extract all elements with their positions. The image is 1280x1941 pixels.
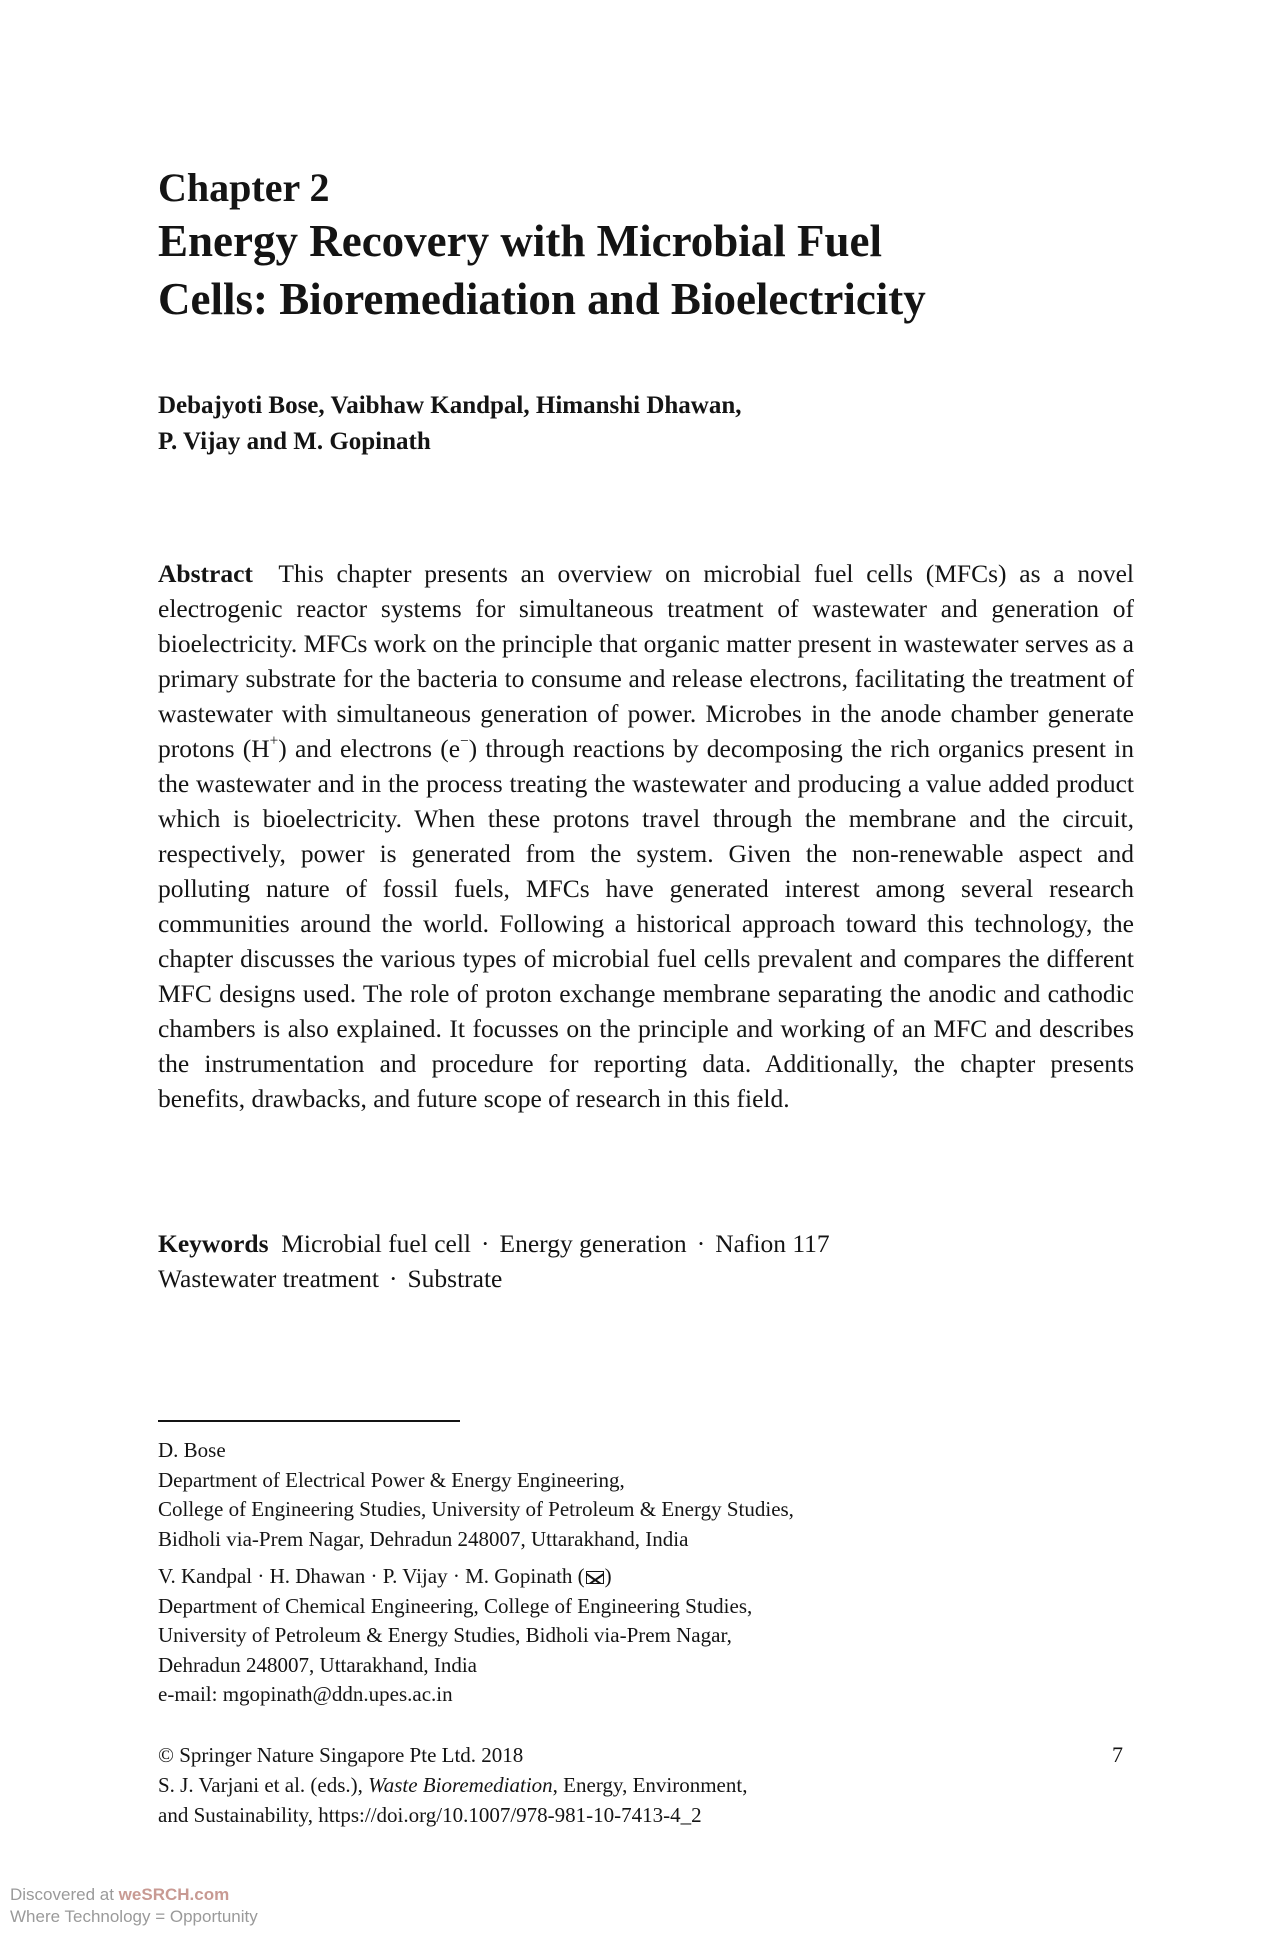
affiliation-line: College of Engineering Studies, University of Petroleum & Energy Studies, xyxy=(158,1497,794,1521)
affiliation-line: Bidholi via-Prem Nagar, Dehradun 248007, Uttarakhand, India xyxy=(158,1526,689,1551)
keyword-item: Wastewater treatment xyxy=(158,1264,379,1293)
electron-charge-superscript: − xyxy=(460,732,469,750)
chapter-title-line-1: Energy Recovery with Microbial Fuel xyxy=(158,216,883,266)
keyword-item: Energy generation xyxy=(499,1229,687,1258)
citation-line xyxy=(158,1770,1058,1800)
watermark-prefix: Discovered at xyxy=(10,1885,119,1904)
abstract-text-1: This chapter presents an overview on microbial fuel cells (MFCs) as a novel electrogenic reactor systems for simultaneous treatment of wastewater and generation of bioelectricity. MFCs work on the principle that organic matter present in wastewater serves as a primary substrate for the bacteria to consume and release electrons, facilitating the treatment of wastewater with simultaneous generation of power. Microbes in the anode chamber generate protons (H xyxy=(158,559,1135,763)
citation-suffix: , Energy, Environment, xyxy=(552,1773,748,1797)
author-line-1: Debajyoti Bose, Vaibhaw Kandpal, Himanshi Dhawan, xyxy=(158,392,742,419)
affiliation-names: D. Bose xyxy=(158,1438,226,1462)
chapter-label: Chapter 2 xyxy=(158,165,330,210)
keyword-separator: · xyxy=(481,1229,490,1258)
keyword-separator: · xyxy=(696,1229,706,1258)
affiliation-names-close: ) xyxy=(604,1564,612,1588)
book-title: Waste Bioremediation xyxy=(368,1773,553,1797)
affiliation-line: Department of Chemical Engineering, College of Engineering Studies, xyxy=(158,1593,753,1618)
watermark[interactable] xyxy=(10,1884,258,1928)
keyword-item: Substrate xyxy=(407,1264,503,1293)
watermark-tagline: Where Technology = Opportunity xyxy=(10,1907,258,1926)
page-number: 7 xyxy=(1112,1742,1123,1767)
author-line-2: P. Vijay and M. Gopinath xyxy=(158,428,431,455)
copyright-block xyxy=(158,1740,1058,1830)
citation-prefix: S. J. Varjani et al. (eds.), xyxy=(158,1773,369,1797)
keyword-separator: · xyxy=(388,1264,398,1293)
watermark-line-1 xyxy=(10,1884,258,1906)
proton-charge-superscript: + xyxy=(269,732,279,750)
doi-line[interactable]: and Sustainability, https://doi.org/10.1007/978-981-10-7413-4_2 xyxy=(158,1803,702,1827)
abstract-text-2: ) and electrons (e xyxy=(278,734,461,763)
chapter-title xyxy=(158,212,1118,328)
affiliation-names xyxy=(158,1562,1118,1592)
watermark-brand[interactable]: weSRCH.com xyxy=(118,1885,230,1904)
abstract-label: Abstract xyxy=(158,559,253,588)
abstract-text-3: ) through reactions by decomposing the rich organics present in the wastewater and in the process treating the wastewater and producing a value added product which is bioelectricity. When these protons travel through the membrane and the circuit, respectively, power is generated from the system. Given the non-renewable aspect and polluting nature of fossil fuels, MFCs have generated interest among several research communities around the world. Following a historical approach toward this technology, the chapter discusses the various types of microbial fuel cells prevalent and compares the different MFC designs used. The role of proton exchange membrane separating the anodic and cathodic chambers is also explained. It focusses on the principle and working of an MFC and describes the instrumentation and procedure for reporting data. Additionally, the chapter presents benefits, drawbacks, and future scope of research in this field. xyxy=(158,734,1134,1113)
footnote-divider xyxy=(158,1420,460,1422)
keywords-section xyxy=(158,1226,1134,1296)
affiliation-line: Department of Electrical Power & Energy Engineering, xyxy=(158,1467,625,1492)
abstract-paragraph xyxy=(158,556,1134,1116)
keywords-label: Keywords xyxy=(158,1229,269,1258)
affiliation-line: Dehradun 248007, Uttarakhand, India xyxy=(158,1652,477,1677)
corresponding-email[interactable]: e-mail: mgopinath@ddn.upes.ac.in xyxy=(158,1682,453,1706)
affiliation-block-1 xyxy=(158,1436,1118,1554)
author-list xyxy=(158,388,1058,460)
copyright-line: © Springer Nature Singapore Pte Ltd. 2018 xyxy=(158,1743,524,1767)
keyword-item: Microbial fuel cell xyxy=(281,1229,472,1258)
affiliation-names-text: V. Kandpal · H. Dhawan · P. Vijay · M. Gopinath ( xyxy=(158,1564,585,1588)
affiliation-line: University of Petroleum & Energy Studies, Bidholi via-Prem Nagar, xyxy=(158,1623,732,1647)
envelope-icon xyxy=(586,1571,604,1584)
affiliation-block-2 xyxy=(158,1562,1118,1710)
keyword-item: Nafion 117 xyxy=(715,1229,830,1258)
chapter-title-line-2: Cells: Bioremediation and Bioelectricity xyxy=(158,274,926,324)
